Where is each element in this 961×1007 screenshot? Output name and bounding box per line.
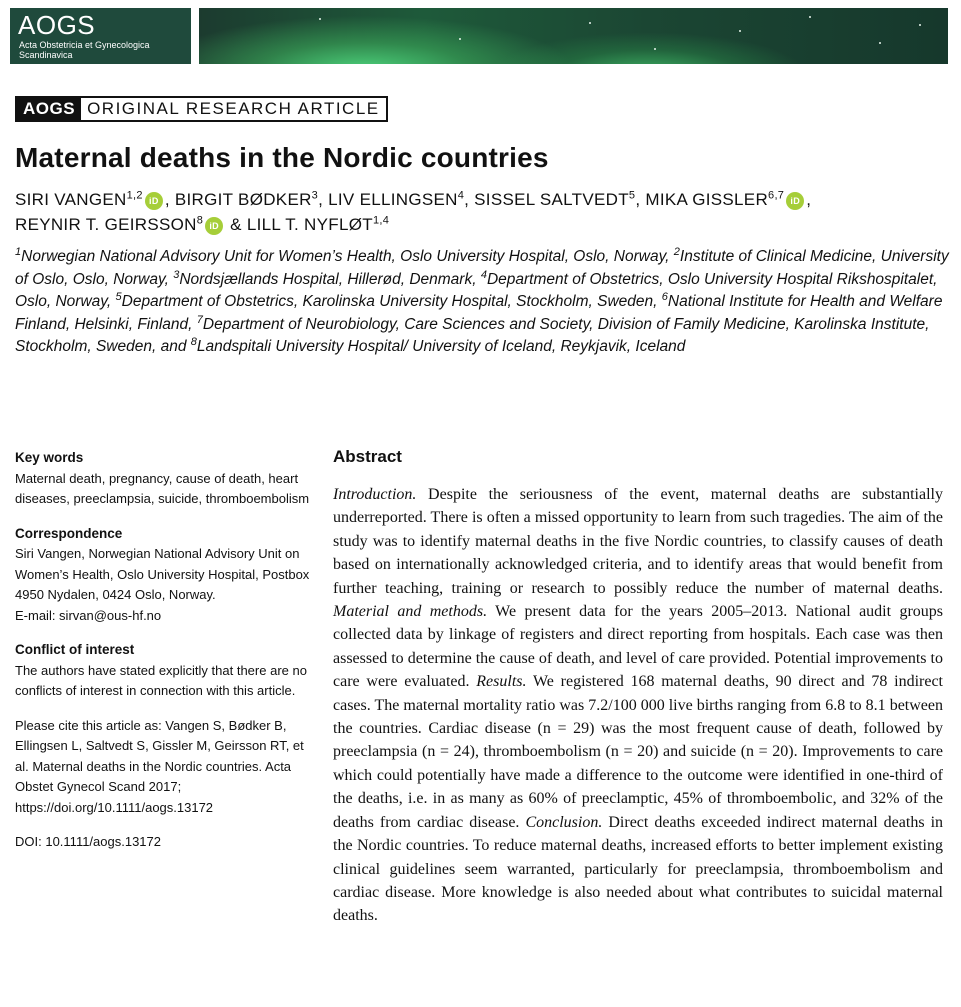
orcid-icon[interactable]: iD bbox=[145, 192, 163, 210]
author-affiliation-sup: 5 bbox=[628, 189, 636, 202]
abstract-conclusion-label: Conclusion. bbox=[525, 813, 603, 831]
aurora-banner-image bbox=[199, 8, 948, 64]
correspondence-email[interactable]: E-mail: sirvan@ous-hf.no bbox=[15, 607, 162, 623]
author-name bbox=[247, 215, 389, 234]
citation-text: Please cite this article as: Vangen S, Bødker B, Ellingsen L, Saltvedt S, Gissler M, Geirsson RT, et al. Maternal deaths in the Nordic countries. Acta Obstet Gynecol Scand 2017; https://doi.org/10.1111/aogs.13172 bbox=[15, 717, 304, 815]
author-name bbox=[645, 190, 806, 209]
orcid-icon[interactable]: iD bbox=[786, 192, 804, 210]
affiliation-text: Institute of Clinical Medicine, University of Oslo, Oslo, Norway, bbox=[15, 248, 949, 288]
affiliation-text: Department of Obstetrics, Oslo University Hospital Rikshospitalet, Oslo, Norway, bbox=[15, 270, 938, 310]
correspondence-heading: Correspondence bbox=[15, 525, 123, 541]
conflict-block bbox=[15, 640, 310, 702]
affiliation-text: Nordsjællands Hospital, Hillerød, Denmark, bbox=[179, 270, 481, 288]
author-name bbox=[474, 190, 635, 209]
keywords-text: Maternal death, pregnancy, cause of death, heart diseases, preeclampsia, suicide, thromboembolism bbox=[15, 470, 310, 506]
author-name-text: MIKA GISSLER bbox=[645, 190, 769, 209]
article-type-label: ORIGINAL RESEARCH ARTICLE bbox=[87, 99, 380, 118]
conflict-heading: Conflict of interest bbox=[15, 642, 135, 657]
keywords-heading: Key words bbox=[15, 450, 84, 465]
author-separator: , bbox=[464, 190, 475, 209]
author-name-text: LIV ELLINGSEN bbox=[328, 190, 458, 209]
affiliation-number: 7 bbox=[196, 313, 203, 326]
logo-subtitle-line2: Scandinavica bbox=[19, 50, 73, 60]
author-affiliation-sup: 4 bbox=[457, 189, 465, 202]
affiliation-number: 1 bbox=[15, 245, 22, 258]
author-affiliation-sup: 1,4 bbox=[372, 214, 390, 227]
abstract-methods-label: Material and methods. bbox=[333, 603, 488, 621]
author-name-text: SIRI VANGEN bbox=[15, 190, 127, 209]
logo-main-text: AOGS bbox=[18, 10, 96, 40]
affiliation-number: 6 bbox=[661, 290, 668, 303]
author-separator: & bbox=[225, 215, 247, 234]
citation-block bbox=[15, 716, 310, 819]
author-affiliation-sup: 1,2 bbox=[126, 189, 143, 202]
affiliation-number: 3 bbox=[173, 268, 180, 281]
correspondence-text: Siri Vangen, Norwegian National Advisory Unit on Women’s Health, Oslo University Hospital, Postbox 4950 Nydalen, 0424 Oslo, Norway. bbox=[15, 546, 310, 602]
author-affiliation-sup: 3 bbox=[311, 189, 319, 202]
author-separator: , bbox=[635, 190, 646, 209]
journal-logo bbox=[10, 8, 191, 64]
affiliation-text: Landspitali University Hospital/ University of Iceland, Reykjavik, Iceland bbox=[196, 338, 686, 355]
doi-block bbox=[15, 832, 310, 853]
affiliation-number: 2 bbox=[673, 245, 680, 258]
abstract-conclusion-text: Direct deaths exceeded indirect maternal deaths in the Nordic countries. To reduce maternal deaths, increased efforts to better implement existing clinical guidelines seem warranted, particularly for preeclampsia, thromboembolism and cardiac disease. More knowledge is also needed about what contributes to suicidal maternal deaths. bbox=[333, 813, 944, 925]
author-name bbox=[328, 190, 464, 209]
abstract-methods-text: We present data for the years 2005–2013. National audit groups collected data by linkage of registers and direct reporting from hospitals. Each case was then assessed to determine the cause of death, and level of care provided. Potential improvements to care were evaluated. bbox=[333, 603, 943, 691]
author-separator: , bbox=[806, 190, 812, 209]
abstract-results-label: Results. bbox=[476, 673, 527, 691]
article-title: Maternal deaths in the Nordic countries bbox=[15, 142, 549, 173]
author-separator: , bbox=[164, 190, 175, 209]
affiliation-text: Department of Neurobiology, Care Sciences and Society, Division of Family Medicine, Karolinska Institute, Stockholm, Sweden, and bbox=[15, 315, 930, 355]
author-name bbox=[15, 190, 165, 209]
doi-text[interactable]: DOI: 10.1111/aogs.13172 bbox=[15, 834, 161, 849]
author-name-text: LILL T. NYFLØT bbox=[246, 215, 373, 234]
logo-subtitle-line1: Acta Obstetricia et Gynecologica bbox=[19, 40, 150, 50]
author-name bbox=[175, 190, 318, 209]
author-affiliation-sup: 8 bbox=[196, 214, 204, 227]
affiliation-number: 8 bbox=[190, 335, 197, 348]
article-type-tag: AOGS bbox=[17, 98, 81, 120]
affiliation-number: 4 bbox=[480, 268, 487, 281]
article-type-badge bbox=[15, 96, 388, 122]
orcid-icon[interactable]: iD bbox=[205, 217, 223, 235]
author-name-text: SISSEL SALTVEDT bbox=[474, 190, 629, 209]
abstract-intro-text: Despite the seriousness of the event, maternal deaths are substantially underreported. There is often a missed opportunity to learn from such tragedies. The aim of the study was to identify maternal deaths in the five Nordic countries, to classify causes of death based on internationally acknowledged criteria, and to identify areas that would benefit from further teaching, training or research to possibly reduce the number of maternal deaths. bbox=[333, 486, 943, 597]
sidebar bbox=[15, 448, 310, 867]
affiliation-number: 5 bbox=[115, 290, 122, 303]
correspondence-block bbox=[15, 524, 310, 627]
abstract-intro-label: Introduction. bbox=[333, 486, 417, 503]
keywords-block bbox=[15, 448, 310, 510]
affiliation-text: National Institute for Health and Welfare Finland, Helsinki, Finland, bbox=[15, 293, 943, 333]
author-affiliation-sup: 6,7 bbox=[768, 189, 785, 202]
affiliation-text: Department of Obstetrics, Karolinska University Hospital, Stockholm, Sweden, bbox=[121, 293, 662, 310]
logo-subtitle bbox=[19, 40, 189, 60]
abstract-results-text: We registered 168 maternal deaths, 90 direct and 78 indirect cases. The maternal mortality ratio was 7.2/100 000 live births ranging from 6.8 to 8.1 between the countries. Cardiac disease (n = 29) was the most frequent cause of death, followed by preeclampsia (n = 24), thromboembolism (n = 20) and suicide (n = 20). Improvements to care which could potentially have made a difference to the outcome were identified in one-third of the deaths, i.e. in as many as 60% of preeclamptic, 45% of thromboembolic, and 32% of the deaths from cardiac disease. bbox=[333, 673, 943, 831]
author-name bbox=[15, 215, 225, 234]
author-separator: , bbox=[318, 190, 329, 209]
affiliation-text: Norwegian National Advisory Unit for Women’s Health, Oslo University Hospital, Oslo, Norway, bbox=[21, 248, 674, 265]
author-name-text: REYNIR T. GEIRSSON bbox=[15, 215, 197, 234]
affiliations bbox=[15, 246, 950, 359]
author-name-text: BIRGIT BØDKER bbox=[174, 190, 312, 209]
conflict-text: The authors have stated explicitly that there are no conflicts of interest in connection with this article. bbox=[15, 662, 307, 698]
abstract-body bbox=[333, 483, 943, 928]
abstract-heading: Abstract bbox=[333, 447, 402, 466]
author-list bbox=[15, 187, 950, 237]
